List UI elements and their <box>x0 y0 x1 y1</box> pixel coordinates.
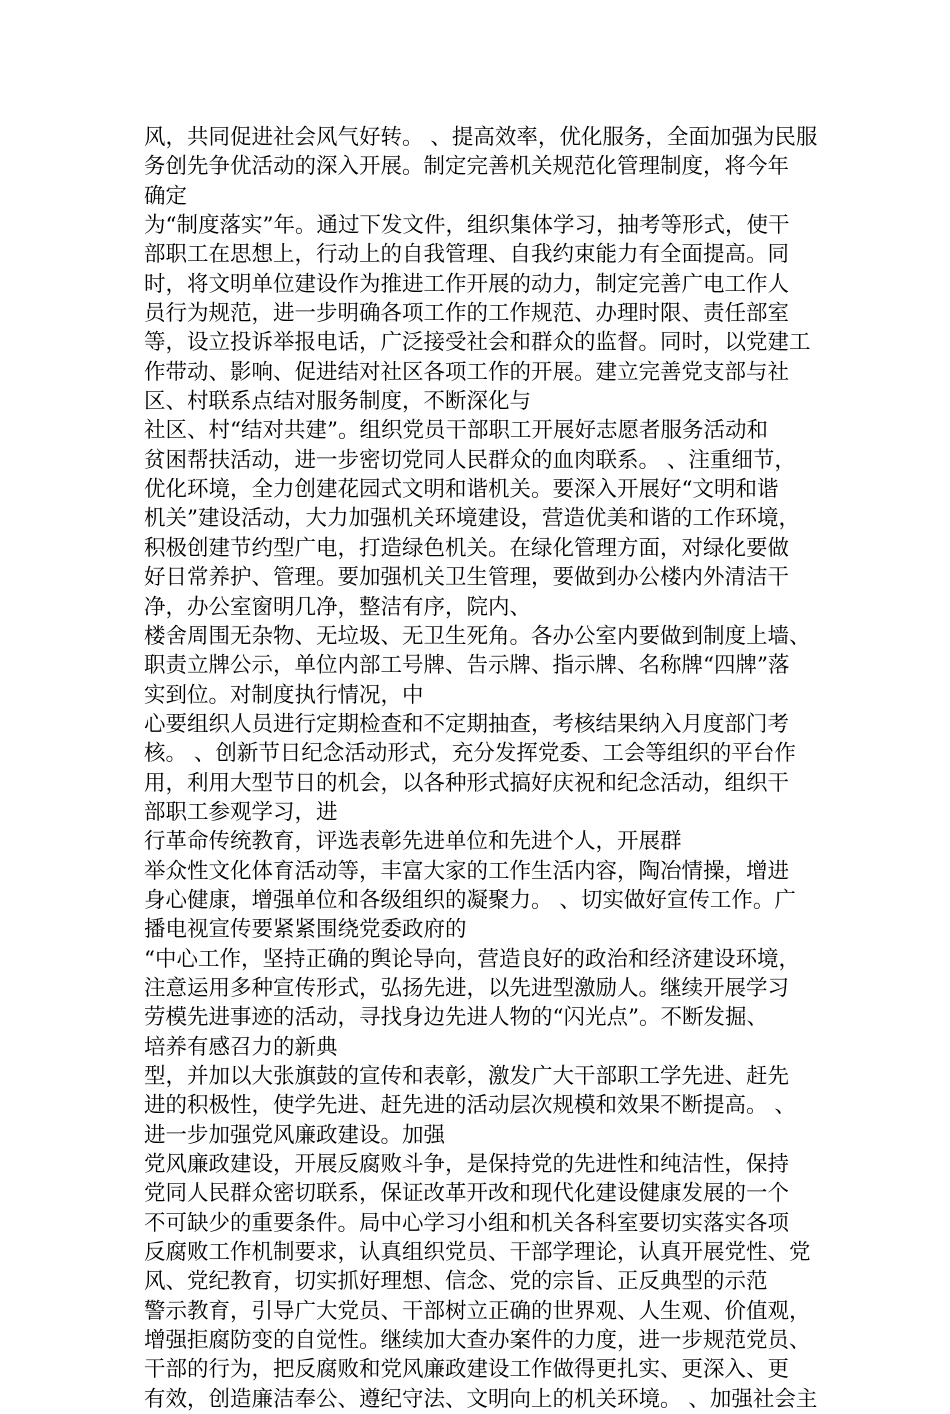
text-line: 好日常养护、管理。要加强机关卫生管理，要做到办公楼内外清洁干 <box>144 565 790 591</box>
text-line: 净，办公室窗明几净，整洁有序，院内、 <box>144 594 532 620</box>
text-line: 培养有感召力的新典 <box>144 1034 338 1060</box>
text-line: “中心工作，坚持正确的舆论导向，营造良好的政治和经济建设环境， <box>144 946 800 972</box>
text-line: 身心健康，增强单位和各级组织的凝聚力。 、切实做好宣传工作。广 <box>144 887 796 913</box>
text-line: 增强拒腐防变的自觉性。继续加大查办案件的力度，进一步规范党员、 <box>144 1328 811 1354</box>
text-line: 部职工参观学习，进 <box>144 799 338 825</box>
text-line: 风、党纪教育，切实抓好理想、信念、党的宗旨、正反典型的示范 <box>144 1269 768 1295</box>
text-line: 党同人民群众密切联系，保证改革开改和现代化建设健康发展的一个 <box>144 1181 790 1207</box>
text-line: 用，利用大型节日的机会，以各种形式搞好庆祝和纪念活动，组织干 <box>144 770 790 796</box>
text-line: 务创先争优活动的深入开展。制定完善机关规范化管理制度，将今年 <box>144 154 790 180</box>
text-line: 作带动、影响、促进结对社区各项工作的开展。建立完善党支部与社 <box>144 359 790 385</box>
text-line: 积极创建节约型广电，打造绿色机关。在绿化管理方面，对绿化要做 <box>144 535 790 561</box>
text-line: 时，将文明单位建设作为推进工作开展的动力，制定完善广电工作人 <box>144 271 790 297</box>
text-line: 为“制度落实”年。通过下发文件，组织集体学习，抽考等形式，使干 <box>144 213 790 239</box>
text-line: 心要组织人员进行定期检查和不定期抽查，考核结果纳入月度部门考 <box>144 711 790 737</box>
body-text <box>144 123 834 1414</box>
text-line: 举众性文化体育活动等，丰富大家的工作生活内容，陶冶情操，增进 <box>144 858 790 884</box>
text-line: 进一步加强党风廉政建设。加强 <box>144 1122 446 1148</box>
text-line: 等，设立投诉举报电话，广泛接受社会和群众的监督。同时，以党建工 <box>144 330 811 356</box>
text-line: 确定 <box>144 183 188 209</box>
text-line: 有效，创造廉洁奉公、遵纪守法、文明向上的机关环境。 、加强社会主 <box>144 1386 818 1412</box>
text-line: 贫困帮扶活动，进一步密切党同人民群众的血肉联系。 、注重细节， <box>144 447 796 473</box>
text-line: 员行为规范，进一步明确各项工作的工作规范、办理时限、责任部室 <box>144 301 790 327</box>
text-line: 社区、村“结对共建”。组织党员干部职工开展好志愿者服务活动和 <box>144 418 768 444</box>
text-line: 劳模先进事迹的活动，寻找身边先进人物的“闪光点”。不断发掘、 <box>144 1005 768 1031</box>
text-line: 区、村联系点结对服务制度，不断深化与 <box>144 389 532 415</box>
text-line: 核。 、创新节日纪念活动形式，充分发挥党委、工会等组织的平台作 <box>144 741 796 767</box>
text-line: 风，共同促进社会风气好转。 、提高效率，优化服务，全面加强为民服 <box>144 125 818 150</box>
text-line: 型，并加以大张旗鼓的宣传和表彰，激发广大干部职工学先进、赶先 <box>144 1064 790 1089</box>
text-line: 优化环境，全力创建花园式文明和谐机关。要深入开展好“文明和谐 <box>144 477 779 503</box>
text-line: 职责立牌公示，单位内部工号牌、告示牌、指示牌、名称牌“四牌”落 <box>144 653 790 679</box>
text-line: 行革命传统教育，评选表彰先进单位和先进个人，开展群 <box>144 829 682 855</box>
text-line: 进的积极性，使学先进、赶先进的活动层次规模和效果不断提高。 、 <box>144 1093 796 1119</box>
text-line: 注意运用多种宣传形式，弘扬先进，以先进型激励人。继续开展学习 <box>144 975 790 1001</box>
text-line: 播电视宣传要紧紧围绕党委政府的 <box>144 917 467 943</box>
text-line: 部职工在思想上，行动上的自我管理、自我约束能力有全面提高。同 <box>144 242 790 268</box>
text-line: 实到位。对制度执行情况，中 <box>144 682 424 708</box>
text-line: 机关”建设活动，大力加强机关环境建设，营造优美和谐的工作环境， <box>144 506 800 532</box>
text-line: 楼舍周围无杂物、无垃圾、无卫生死角。各办公室内要做到制度上墙、 <box>144 623 811 649</box>
text-line: 党风廉政建设，开展反腐败斗争，是保持党的先进性和纯洁性，保持 <box>144 1152 790 1178</box>
text-line: 反腐败工作机制要求，认真组织党员、干部学理论，认真开展党性、党 <box>144 1240 811 1266</box>
text-line: 干部的行为，把反腐败和党风廉政建设工作做得更扎实、更深入、更 <box>144 1357 790 1383</box>
text-line: 警示教育，引导广大党员、干部树立正确的世界观、人生观、价值观， <box>144 1298 811 1324</box>
text-line: 不可缺少的重要条件。局中心学习小组和机关各科室要切实落实各项 <box>144 1210 790 1236</box>
